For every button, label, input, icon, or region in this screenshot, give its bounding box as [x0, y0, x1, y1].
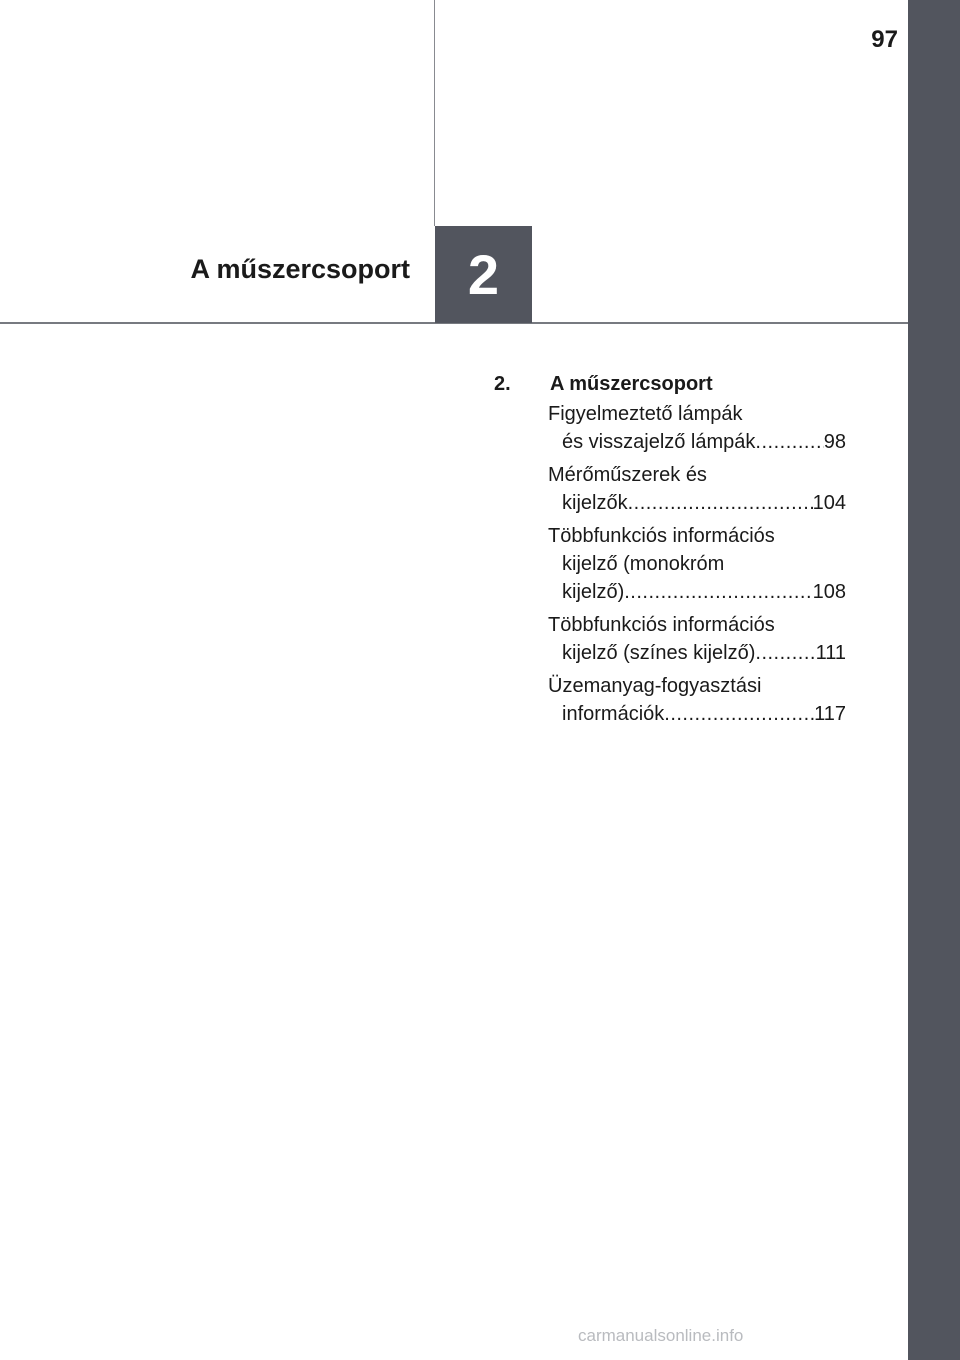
table-of-contents	[494, 370, 846, 733]
chapter-title: A műszercsoport	[190, 254, 410, 284]
toc-entry[interactable]	[548, 672, 846, 728]
chapter-number-box	[435, 226, 532, 323]
toc-entry[interactable]	[548, 461, 846, 517]
toc-entry-page: 98	[823, 431, 846, 453]
toc-entry-title: Többfunkciós információs	[548, 525, 775, 547]
chapter-number: 2	[467, 243, 500, 306]
toc-entry[interactable]	[548, 400, 846, 456]
toc-entry-page: 108	[812, 581, 846, 603]
dot-leader	[755, 639, 815, 667]
toc-entry-continuation: kijelző (monokróm	[562, 553, 725, 575]
vertical-divider	[434, 0, 435, 226]
dot-leader	[755, 428, 823, 456]
toc-entry-page: 117	[814, 703, 846, 725]
toc-entry-leader-line: és visszajelző lámpák ..... 98	[548, 428, 846, 456]
toc-entry-page: 111	[815, 642, 846, 664]
toc-entry-leader-line: kijelző) ..... 108	[548, 578, 846, 606]
toc-section-number: 2.	[494, 373, 511, 395]
toc-entry-title: Mérőműszerek és	[548, 464, 707, 486]
dot-leader	[664, 700, 814, 728]
toc-entry-page: 104	[812, 492, 846, 514]
toc-entry-title: Figyelmeztető lámpák	[548, 403, 743, 425]
dot-leader	[624, 578, 812, 606]
watermark: carmanualsonline.info	[578, 1326, 744, 1345]
toc-section-title: A műszercsoport	[550, 373, 713, 395]
dot-leader	[628, 489, 813, 517]
toc-section-heading	[494, 370, 846, 398]
toc-entry-leader-line: kijelzők ..... 104	[548, 489, 846, 517]
toc-entry[interactable]	[548, 611, 846, 667]
toc-entry-leader-line: információk ..... 117	[548, 700, 846, 728]
toc-entry-leader-line: kijelző (színes kijelző) ..... 111	[548, 639, 846, 667]
toc-entry[interactable]	[548, 522, 846, 606]
chapter-side-bar	[908, 0, 960, 1360]
toc-entry-title: Üzemanyag-fogyasztási	[548, 675, 762, 697]
page-number: 97	[871, 26, 898, 53]
toc-entry-title: Többfunkciós információs	[548, 614, 775, 636]
